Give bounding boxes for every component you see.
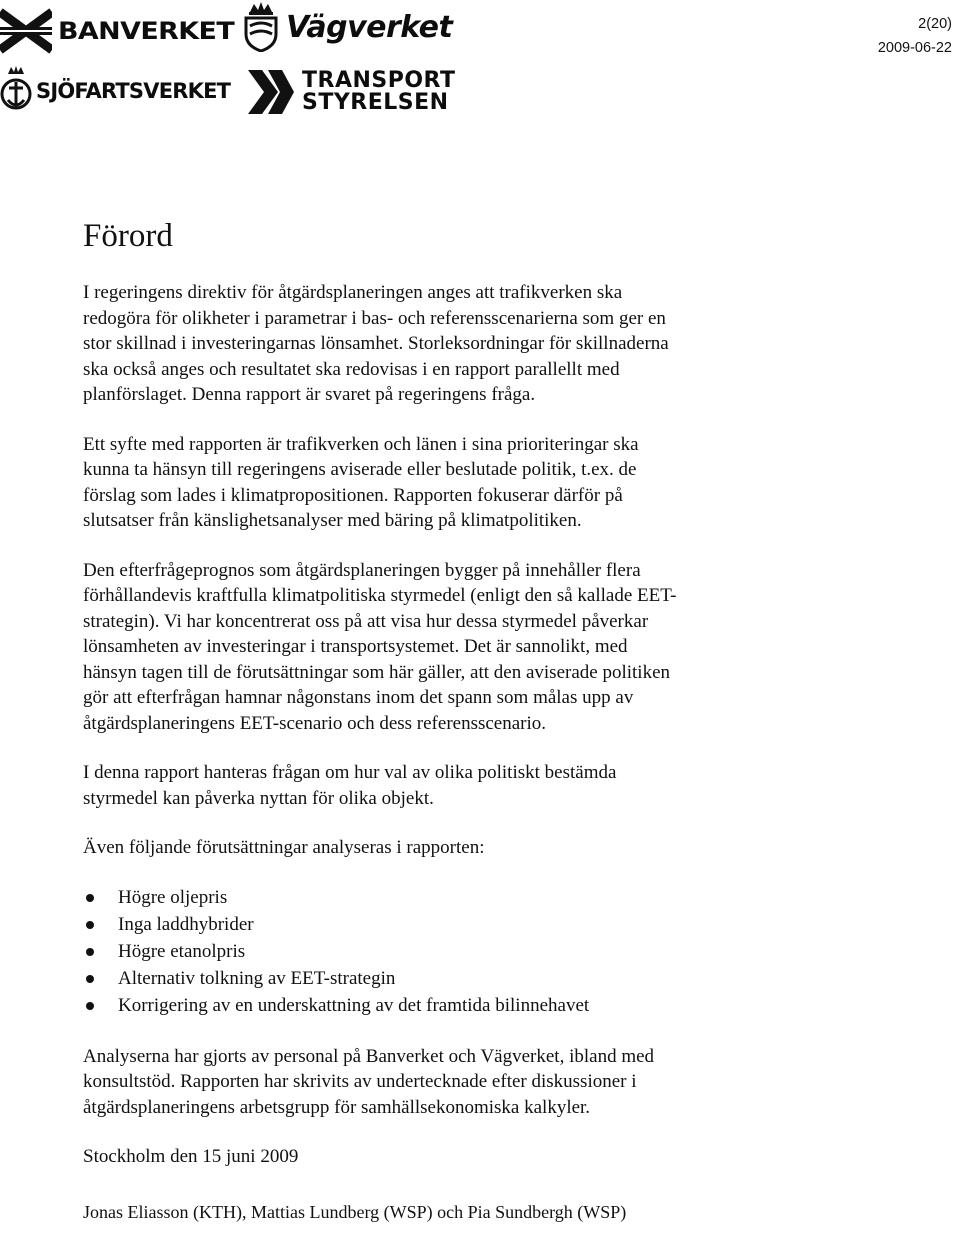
anchor-crest-icon xyxy=(0,66,32,116)
vagverket-logo xyxy=(242,2,452,52)
sjofartsverket-logo-text: SJÖFARTSVERKET xyxy=(36,79,231,103)
transportstyrelsen-text-line2: STYRELSEN xyxy=(302,90,449,115)
paragraph-4: I denna rapport hanteras frågan om hur val av olika politiskt bestämda styrmedel kan påverka nyttan för olika objekt. xyxy=(83,762,617,809)
bullet-icon xyxy=(86,894,94,902)
banverket-logo xyxy=(0,8,235,54)
list-item-label: Alternativ tolkning av EET-strategin xyxy=(118,968,396,990)
document-body xyxy=(83,214,943,1249)
page-title: Förord xyxy=(83,218,173,254)
list-item-label: Högre etanolpris xyxy=(118,941,246,963)
list-item-label: Högre oljepris xyxy=(118,887,228,909)
page-number: 2(20) xyxy=(918,16,952,32)
list-item xyxy=(83,966,943,993)
bullet-icon xyxy=(86,948,94,956)
sjofartsverket-logo xyxy=(0,66,230,116)
list-item xyxy=(83,885,943,912)
list-item xyxy=(83,912,943,939)
bullet-icon xyxy=(86,921,94,929)
closing-paragraph: Analyserna har gjorts av personal på Banverket och Vägverket, ibland med konsultstöd. Rapporten har skrivits av undertecknade efter diskussioner i åtgärdsplaneringens arbetsgrupp för samhällsekonomiska kalkyler. xyxy=(83,1045,655,1118)
transport-chevron-icon xyxy=(248,70,294,114)
bullet-icon xyxy=(86,1002,94,1010)
vagverket-logo-text: Vägverket xyxy=(286,9,453,45)
list-item-label: Inga laddhybrider xyxy=(118,914,254,936)
list-item xyxy=(83,939,943,966)
list-item xyxy=(83,993,943,1020)
banverket-logo-text: BANVERKET xyxy=(58,17,235,45)
paragraph-5: Även följande förutsättningar analyseras i rapporten: xyxy=(83,837,485,858)
crown-shield-icon xyxy=(242,2,280,52)
paragraph-1: I regeringens direktiv för åtgärdsplaneringen anges att trafikverken ska redogöra för olikheter i parametrar i bas- och referensscenarierna som ger en stor skillnad i investeringarnas lönsamhet. Storleksordningar för skillnaderna ska också anges och resultatet ska redovisas i en rapport parallellt med planförslaget. Denna rapport är svaret på regeringens fråga. xyxy=(83,282,669,405)
place-and-date: Stockholm den 15 juni 2009 xyxy=(83,1146,299,1167)
paragraph-3: Den efterfrågeprognos som åtgärdsplaneringen bygger på innehåller flera förhållandevis kraftfulla klimatpolitiska styrmedel (enligt den så kallade EET- strategin). Vi har koncentrerat oss på att visa hur dessa styrmedel påverkar lönsamheten av investeringar i transportsystemet. Det är sannolikt, med hänsyn tagen till de förutsättningar som här gäller, att den aviserade politiken gör att efterfrågan hamnar någonstans inom det spann som målas upp av åtgärdsplaneringens EET-scenario och dess referensscenario. xyxy=(83,559,677,734)
banverket-cross-icon xyxy=(0,8,52,54)
list-item-label: Korrigering av en underskattning av det framtida bilinnehavet xyxy=(118,995,590,1017)
transportstyrelsen-logo xyxy=(248,70,456,114)
bullet-icon xyxy=(86,975,94,983)
paragraph-2: Ett syfte med rapporten är trafikverken och länen i sina prioriteringar ska kunna ta hänsyn till regeringens aviserade eller beslutade politik, t.ex. de förslag som lades i klimatpropositionen. Rapporten fokuserar därför på slutsatser från känslighetsanalyser med bäring på klimatpolitiken. xyxy=(83,433,639,531)
authors: Jonas Eliasson (KTH), Mattias Lundberg (WSP) och Pia Sundbergh (WSP) xyxy=(83,1201,627,1222)
transportstyrelsen-text-line1: TRANSPORT xyxy=(302,68,456,93)
document-date: 2009-06-22 xyxy=(877,40,952,56)
assumptions-list xyxy=(83,885,943,1020)
